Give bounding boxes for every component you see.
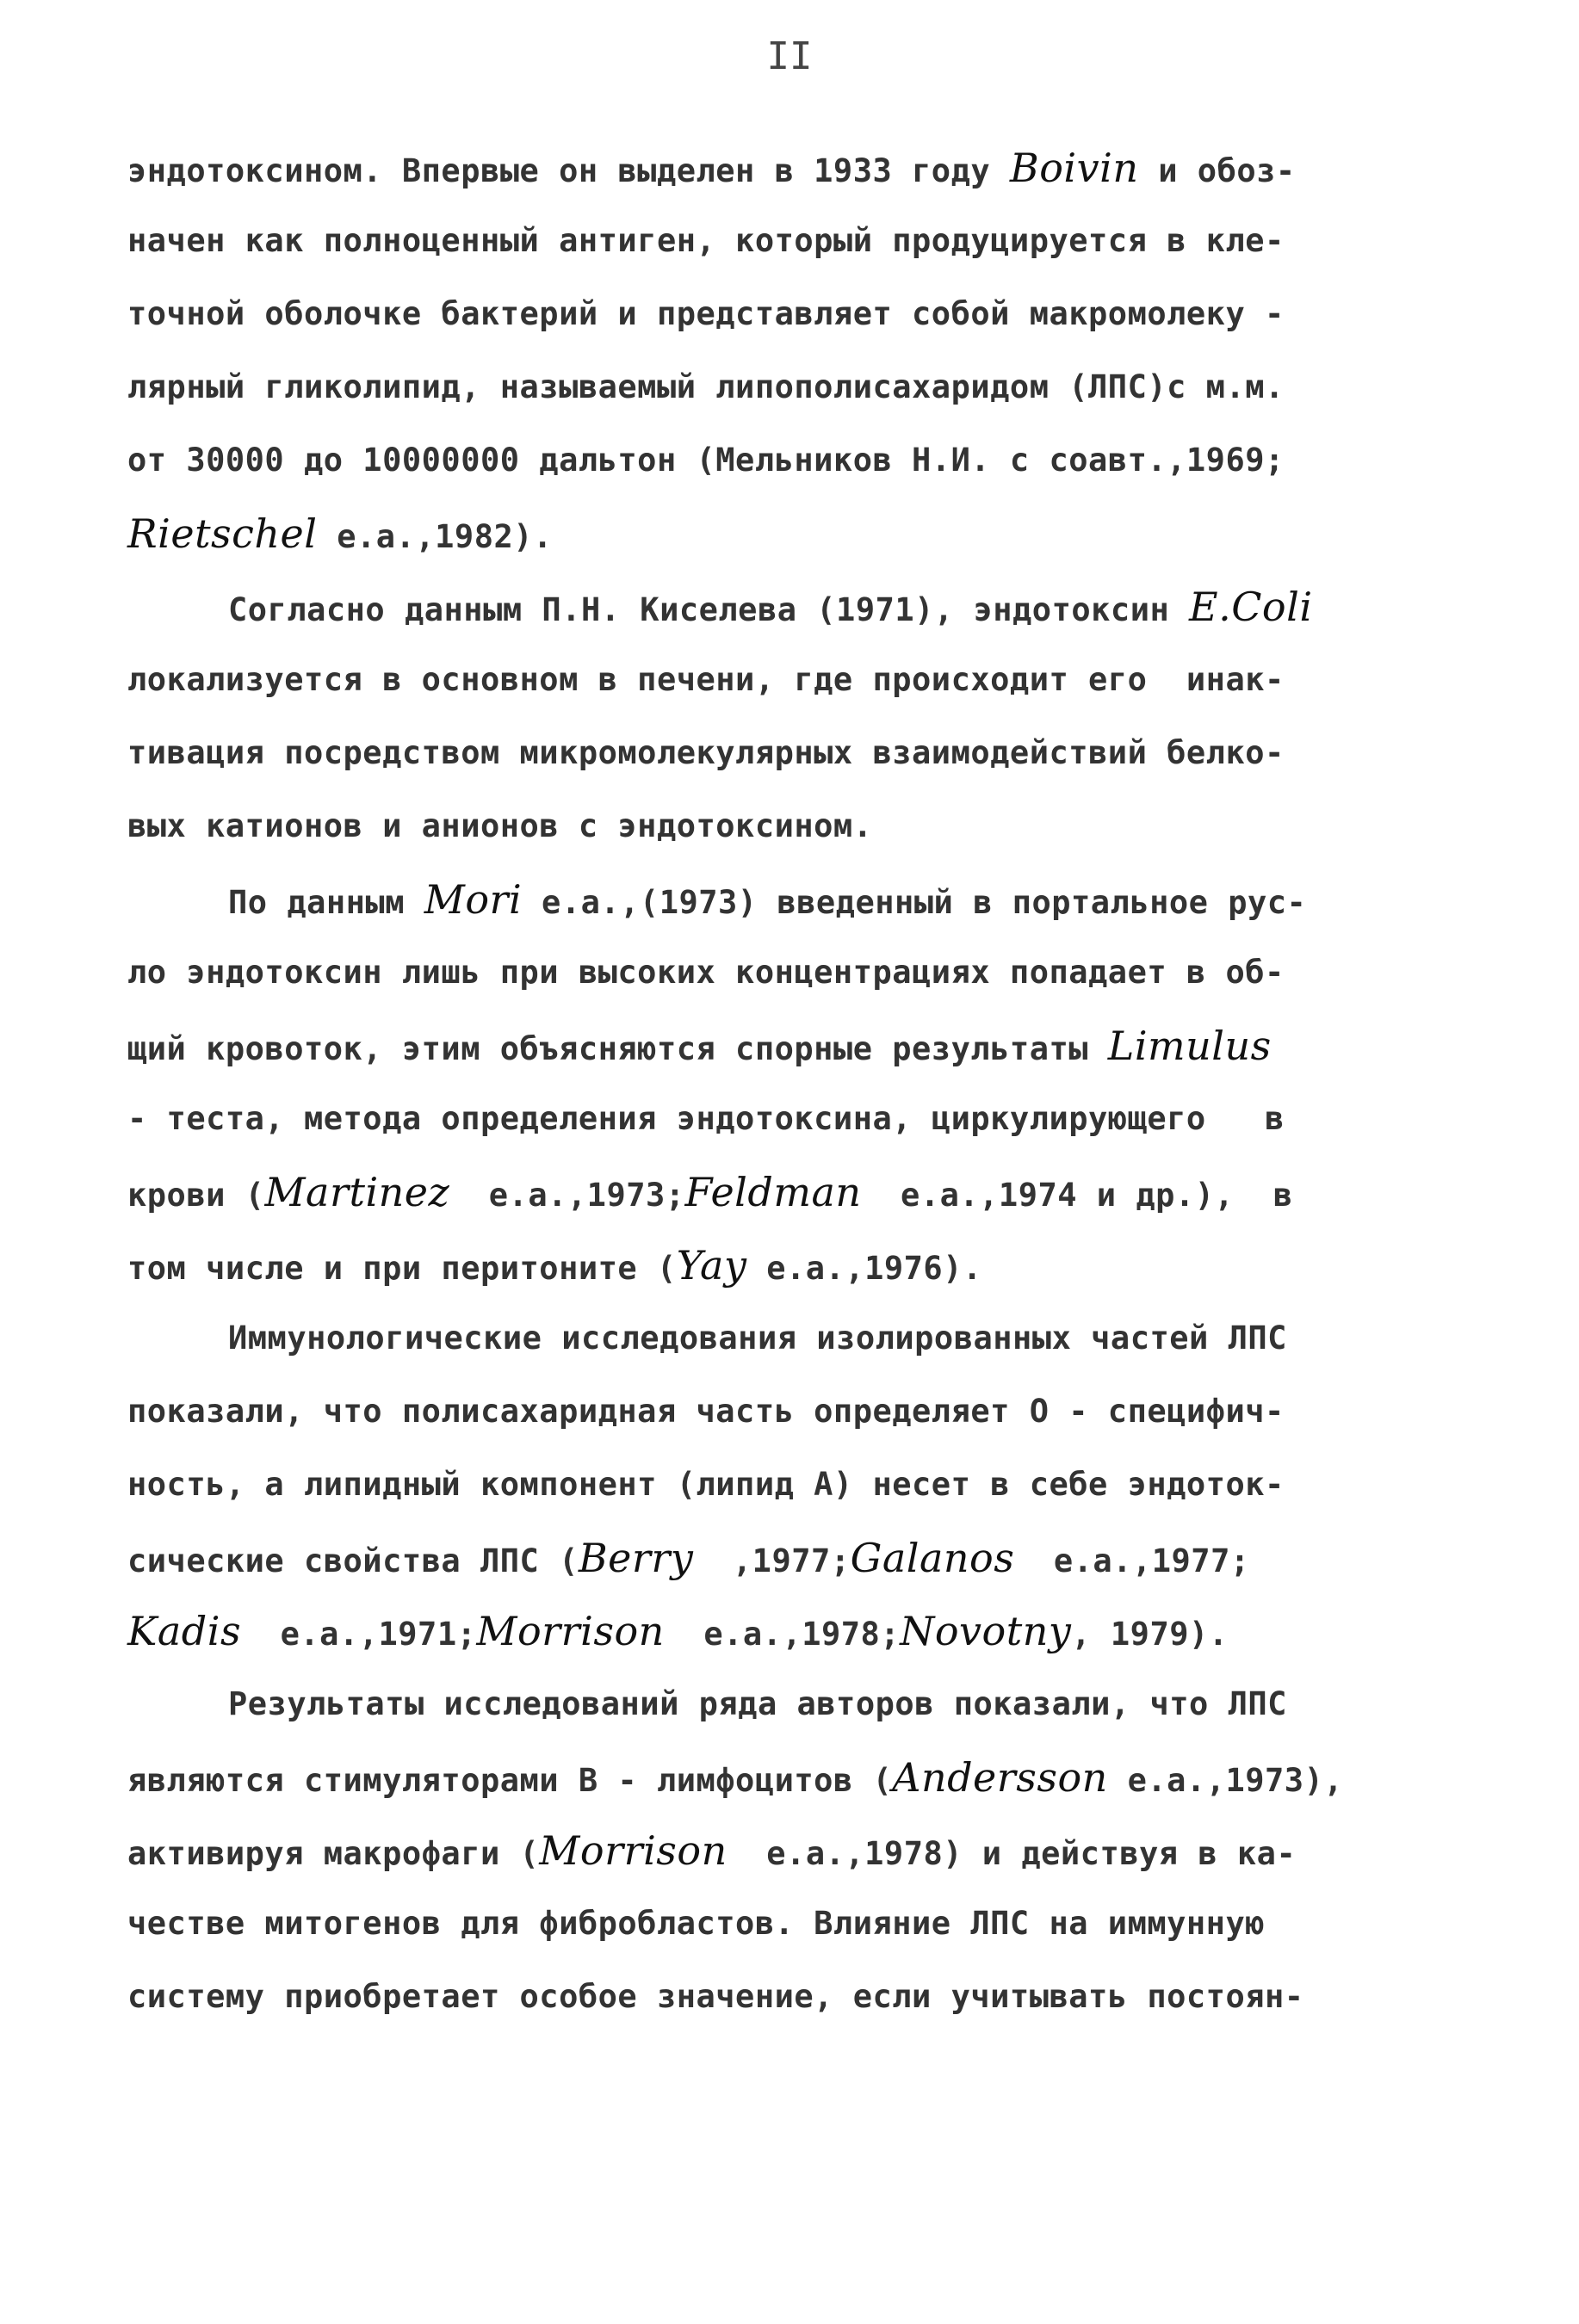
typed-text: начен как полноценный антиген, который продуцируется в кле-: [127, 222, 1285, 259]
text-line: [127, 1244, 982, 1290]
text-line: [127, 512, 553, 559]
text-line: [127, 732, 1285, 775]
typed-text: являются стимуляторами В - лимфоцитов (: [127, 1762, 893, 1799]
typed-text: показали, что полисахаридная часть определяет О - специфич-: [127, 1393, 1285, 1430]
handwritten-name: Martinez: [264, 1169, 450, 1215]
handwritten-name: Mori: [424, 876, 523, 923]
typed-text: тивация посредством микромолекулярных взаимодействий белко-: [127, 734, 1285, 771]
text-line: [127, 658, 1285, 702]
typed-text: е.а.,1978) и действуя в ка-: [727, 1835, 1297, 1872]
text-line: [127, 1390, 1285, 1433]
handwritten-name: Yay: [676, 1242, 747, 1289]
typed-text: щий кровоток, этим объясняются спорные результаты: [127, 1030, 1108, 1067]
typed-text: е.а.,1977;: [1014, 1542, 1250, 1579]
text-line: [127, 951, 1285, 994]
typed-text: е.а.,1976).: [746, 1250, 982, 1287]
typed-text: от 30000 до 10000000 дальтон (Мельников Н.И. с соавт.,1969;: [127, 442, 1285, 479]
text-line: [127, 1171, 1293, 1217]
text-line: [228, 1317, 1287, 1360]
typed-text: лярный гликолипид, называемый липополисахаридом (ЛПС)с м.м.: [127, 368, 1285, 405]
typed-text: е.а.,1971;: [241, 1616, 477, 1653]
typed-text: том числе и при перитоните (: [127, 1250, 677, 1287]
typed-text: сические свойства ЛПС (: [127, 1542, 579, 1579]
handwritten-name: Morrison: [476, 1608, 665, 1654]
typed-text: - теста, метода определения эндотоксина, циркулирующего в: [127, 1100, 1285, 1137]
typed-text: Согласно данным П.Н. Киселева (1971), эндотоксин: [228, 591, 1190, 628]
typed-text: вых катионов и анионов с эндотоксином.: [127, 807, 873, 844]
typed-text: локализуется в основном в печени, где происходит его инак-: [127, 661, 1285, 698]
typed-text: ло эндотоксин лишь при высоких концентрациях попадает в об-: [127, 954, 1285, 991]
typed-text: По данным: [228, 884, 424, 921]
typed-text: ,1977;: [693, 1542, 851, 1579]
typed-text: , 1979).: [1071, 1616, 1229, 1653]
handwritten-name: Limulus: [1107, 1023, 1272, 1069]
text-line: [127, 293, 1285, 336]
typed-text: Результаты исследований ряда авторов показали, что ЛПС: [228, 1685, 1287, 1722]
typed-text: честве митогенов для фибробластов. Влияние ЛПС на иммунную: [127, 1905, 1266, 1942]
typed-text: е.а.,1974 и др.), в: [861, 1177, 1293, 1214]
handwritten-name: Berry: [578, 1535, 694, 1581]
typed-text: эндотоксином. Впервые он выделен в 1933 году: [127, 152, 1010, 189]
typed-text: е.а.,1973;: [449, 1177, 685, 1214]
text-line: [228, 878, 1306, 924]
text-line: [127, 1756, 1343, 1802]
typed-text: активируя макрофаги (: [127, 1835, 540, 1872]
text-line: [127, 805, 872, 848]
handwritten-name: Morrison: [539, 1827, 728, 1874]
page-number: II: [766, 34, 813, 78]
typed-text: е.а.,(1973) введенный в портальное рус-: [522, 884, 1307, 921]
handwritten-name: Boivin: [1009, 145, 1139, 191]
typed-text: Иммунологические исследования изолированных частей ЛПС: [228, 1320, 1287, 1357]
text-line: [127, 1610, 1229, 1656]
typed-text: точной оболочке бактерий и представляет собой макромолеку -: [127, 295, 1285, 332]
handwritten-name: E.Coli: [1189, 584, 1313, 630]
typed-text: систему приобретает особое значение, если учитывать постоян-: [127, 1978, 1304, 2015]
text-line: [127, 146, 1296, 193]
text-line: [127, 219, 1285, 263]
handwritten-name: Kadis: [127, 1608, 242, 1654]
typed-text: е.а.,1978;: [664, 1616, 901, 1653]
typed-text: крови (: [127, 1177, 265, 1214]
handwritten-name: Galanos: [850, 1535, 1015, 1581]
typed-text: ность, а липидный компонент (липид А) несет в себе эндоток-: [127, 1466, 1285, 1503]
handwritten-name: Novotny: [900, 1608, 1072, 1654]
typed-text: и обоз-: [1138, 152, 1296, 189]
text-line: [127, 1536, 1250, 1583]
text-line: [127, 1463, 1285, 1506]
text-line: [127, 1024, 1272, 1071]
handwritten-name: Rietschel: [127, 510, 318, 557]
handwritten-name: Feldman: [684, 1169, 862, 1215]
typed-text: е.а.,1973),: [1107, 1762, 1344, 1799]
text-line: [127, 1097, 1285, 1140]
text-line: [127, 1975, 1304, 2018]
text-line: [127, 439, 1285, 482]
text-line: [127, 1829, 1296, 1876]
text-line: [127, 366, 1285, 409]
typed-text: е.а.,1982).: [317, 518, 553, 555]
text-line: [228, 1683, 1287, 1726]
text-line: [127, 1902, 1265, 1945]
text-line: [228, 585, 1313, 632]
handwritten-name: Andersson: [892, 1754, 1108, 1801]
